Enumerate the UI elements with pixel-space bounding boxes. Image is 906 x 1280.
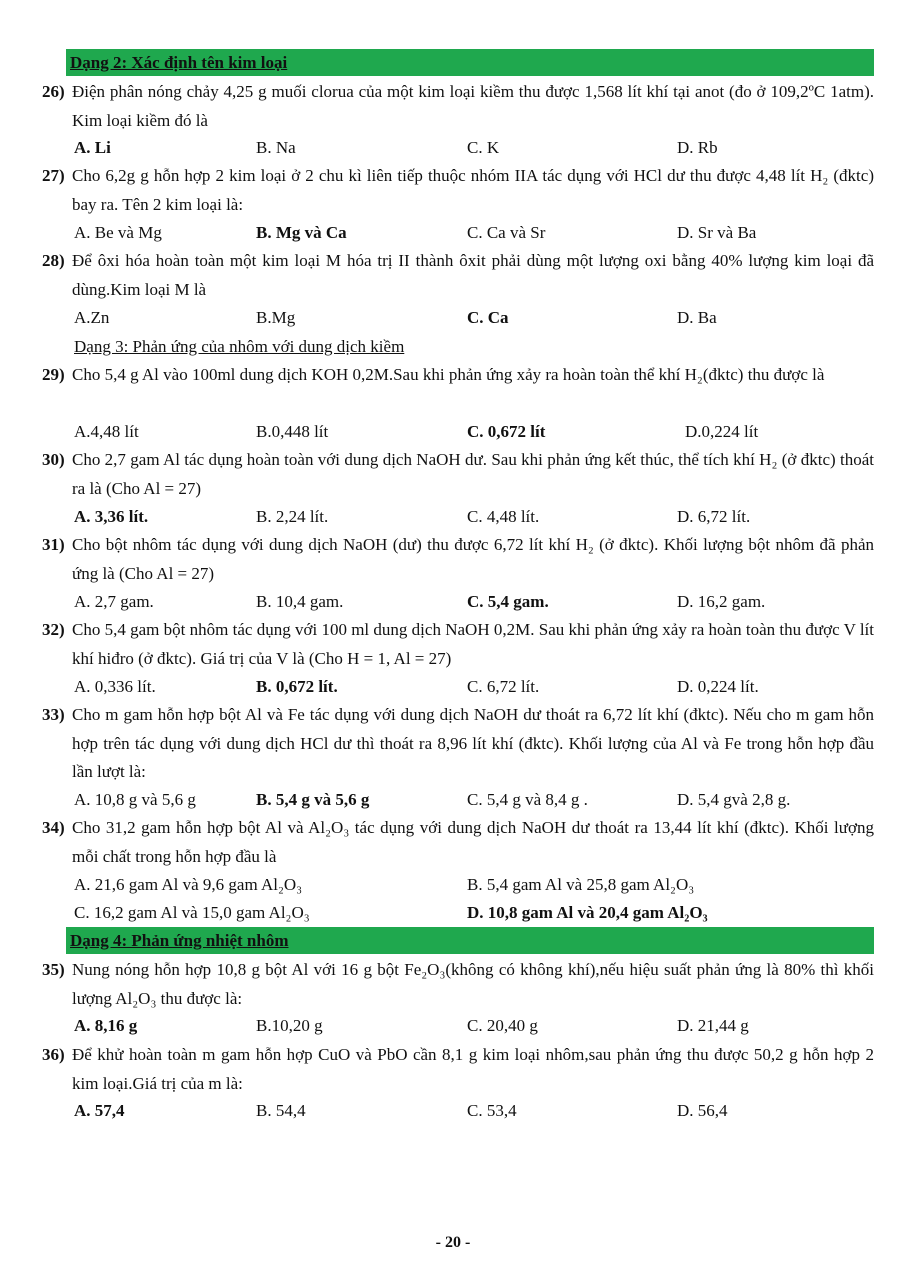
option-b: B.0,448 lít xyxy=(256,422,329,441)
option-d: D. 16,2 gam. xyxy=(677,592,766,611)
section-heading-dang-4: Dạng 4: Phản ứng nhiệt nhôm xyxy=(66,927,874,954)
option-a: A. 57,4 xyxy=(74,1101,125,1120)
option-c: C. 5,4 g và 8,4 g . xyxy=(467,790,588,809)
question-number: 32) xyxy=(42,620,65,639)
option-d: D. 10,8 gam Al và 20,4 gam Al₂O₃ xyxy=(467,903,708,922)
option-a: A.Zn xyxy=(74,308,110,327)
option-a: A. 0,336 lít. xyxy=(74,677,156,696)
question-number: 31) xyxy=(42,535,65,554)
option-c: C. 4,48 lít. xyxy=(467,507,540,526)
question-number: 26) xyxy=(42,82,65,101)
option-b: B.Mg xyxy=(256,308,296,327)
option-a: A. 10,8 g và 5,6 g xyxy=(74,790,196,809)
option-d: D. 6,72 lít. xyxy=(677,507,751,526)
option-d: D. 21,44 g xyxy=(677,1016,749,1035)
option-c: C. 53,4 xyxy=(467,1101,517,1120)
option-d: D. Rb xyxy=(677,138,718,157)
option-c: C. K xyxy=(467,138,500,157)
option-d: D. Sr và Ba xyxy=(677,223,757,242)
option-a: A. 21,6 gam Al và 9,6 gam Al₂O₃ xyxy=(74,875,303,894)
page-number: - 20 - xyxy=(435,1234,471,1251)
option-d: D.0,224 lít xyxy=(685,422,759,441)
question-text: Nung nóng hỗn hợp 10,8 g bột Al với 16 g bột Fe₂O₃(không có không khí),nếu hiệu suất phản ứng là 80% thì khối lượng Al₂O₃ thu được là: xyxy=(72,960,874,1008)
question-text: Cho bột nhôm tác dụng với dung dịch NaOH (dư) thu được 6,72 lít khí H₂ (ở đktc). Khối lượng bột nhôm đã phản ứng là (Cho Al = 27) xyxy=(72,535,874,583)
section-heading-dang-3: Dạng 3: Phản ứng của nhôm với dung dịch kiềm xyxy=(74,337,405,356)
question-text: Để khử hoàn toàn m gam hỗn hợp CuO và PbO cần 8,1 g kim loại nhôm,sau phản ứng thu được 50,2 g hỗn hợp 2 kim loại.Giá trị của m là: xyxy=(72,1045,874,1093)
option-b: B. Mg và Ca xyxy=(256,223,347,242)
option-d: D. 5,4 gvà 2,8 g. xyxy=(677,790,791,809)
option-c: C. Ca xyxy=(467,308,509,327)
section-heading-dang-2: Dạng 2: Xác định tên kim loại xyxy=(66,49,874,76)
option-a: A.4,48 lít xyxy=(74,422,139,441)
question-number: 35) xyxy=(42,960,65,979)
option-b: B. 5,4 gam Al và 25,8 gam Al₂O₃ xyxy=(467,875,695,894)
question-number: 29) xyxy=(42,365,65,384)
option-a: A. 3,36 lít. xyxy=(74,507,149,526)
question-number: 30) xyxy=(42,450,65,469)
question-text: Cho 5,4 g Al vào 100ml dung dịch KOH 0,2M.Sau khi phản ứng xảy ra hoàn toàn thể khí H₂(đktc) thu được là xyxy=(72,365,825,384)
option-c: C. 6,72 lít. xyxy=(467,677,540,696)
option-d: D. 0,224 lít. xyxy=(677,677,759,696)
question-text: Cho 6,2g g hỗn hợp 2 kim loại ở 2 chu kì liên tiếp thuộc nhóm IIA tác dụng với HCl dư thu được 4,48 lít H₂ (đktc) bay ra. Tên 2 kim loại là: xyxy=(72,166,874,214)
question-text: Để ôxi hóa hoàn toàn một kim loại M hóa trị II thành ôxit phải dùng một lượng oxi bằng 40% lượng kim loại đã dùng.Kim loại M là xyxy=(72,251,874,299)
question-text: Cho 2,7 gam Al tác dụng hoàn toàn với dung dịch NaOH dư. Sau khi phản ứng kết thúc, thể tích khí H₂ (ở đktc) thoát ra là (Cho Al = 27) xyxy=(72,450,874,498)
question-number: 34) xyxy=(42,818,65,837)
option-c: C. Ca và Sr xyxy=(467,223,546,242)
question-number: 36) xyxy=(42,1045,65,1064)
question-text: Cho m gam hỗn hợp bột Al và Fe tác dụng với dung dịch NaOH dư thoát ra 6,72 lít khí (đktc). Nếu cho m gam hỗn hợp trên tác dụng với dung dịch HCl dư thì thoát ra 8,96 lít khí (đktc). Khối lượng của Al và Fe trong hỗn hợp đầu lần lượt là: xyxy=(72,705,874,781)
option-c: C. 5,4 gam. xyxy=(467,592,549,611)
option-b: B. 5,4 g và 5,6 g xyxy=(256,790,370,809)
option-b: B. 10,4 gam. xyxy=(256,592,344,611)
question-text: Cho 5,4 gam bột nhôm tác dụng với 100 ml dung dịch NaOH 0,2M. Sau khi phản ứng xảy ra hoàn toàn thu được V lít khí hiđro (ở đktc). Giá trị của V là (Cho H = 1, Al = 27) xyxy=(72,620,874,668)
question-number: 33) xyxy=(42,705,65,724)
option-b: B. 54,4 xyxy=(256,1101,306,1120)
option-a: A. Li xyxy=(74,138,111,157)
option-d: D. Ba xyxy=(677,308,717,327)
question-number: 27) xyxy=(42,166,65,185)
question-text: Điện phân nóng chảy 4,25 g muối clorua của một kim loại kiềm thu được 1,568 lít khí tại anot (đo ở 109,2ºC 1atm). Kim loại kiềm đó là xyxy=(72,82,874,130)
option-d: D. 56,4 xyxy=(677,1101,728,1120)
option-a: A. 8,16 g xyxy=(74,1016,138,1035)
option-a: A. 2,7 gam. xyxy=(74,592,154,611)
option-a: A. Be và Mg xyxy=(74,223,162,242)
option-c: C. 16,2 gam Al và 15,0 gam Al₂O₃ xyxy=(74,903,310,922)
option-c: C. 0,672 lít xyxy=(467,422,546,441)
question-text: Cho 31,2 gam hỗn hợp bột Al và Al₂O₃ tác dụng với dung dịch NaOH dư thoát ra 13,44 lít khí (đktc). Khối lượng mỗi chất trong hỗn hợp đầu là xyxy=(72,818,874,866)
question-number: 28) xyxy=(42,251,65,270)
option-b: B. 2,24 lít. xyxy=(256,507,329,526)
option-b: B. Na xyxy=(256,138,296,157)
option-b: B.10,20 g xyxy=(256,1016,323,1035)
option-c: C. 20,40 g xyxy=(467,1016,538,1035)
option-b: B. 0,672 lít. xyxy=(256,677,338,696)
